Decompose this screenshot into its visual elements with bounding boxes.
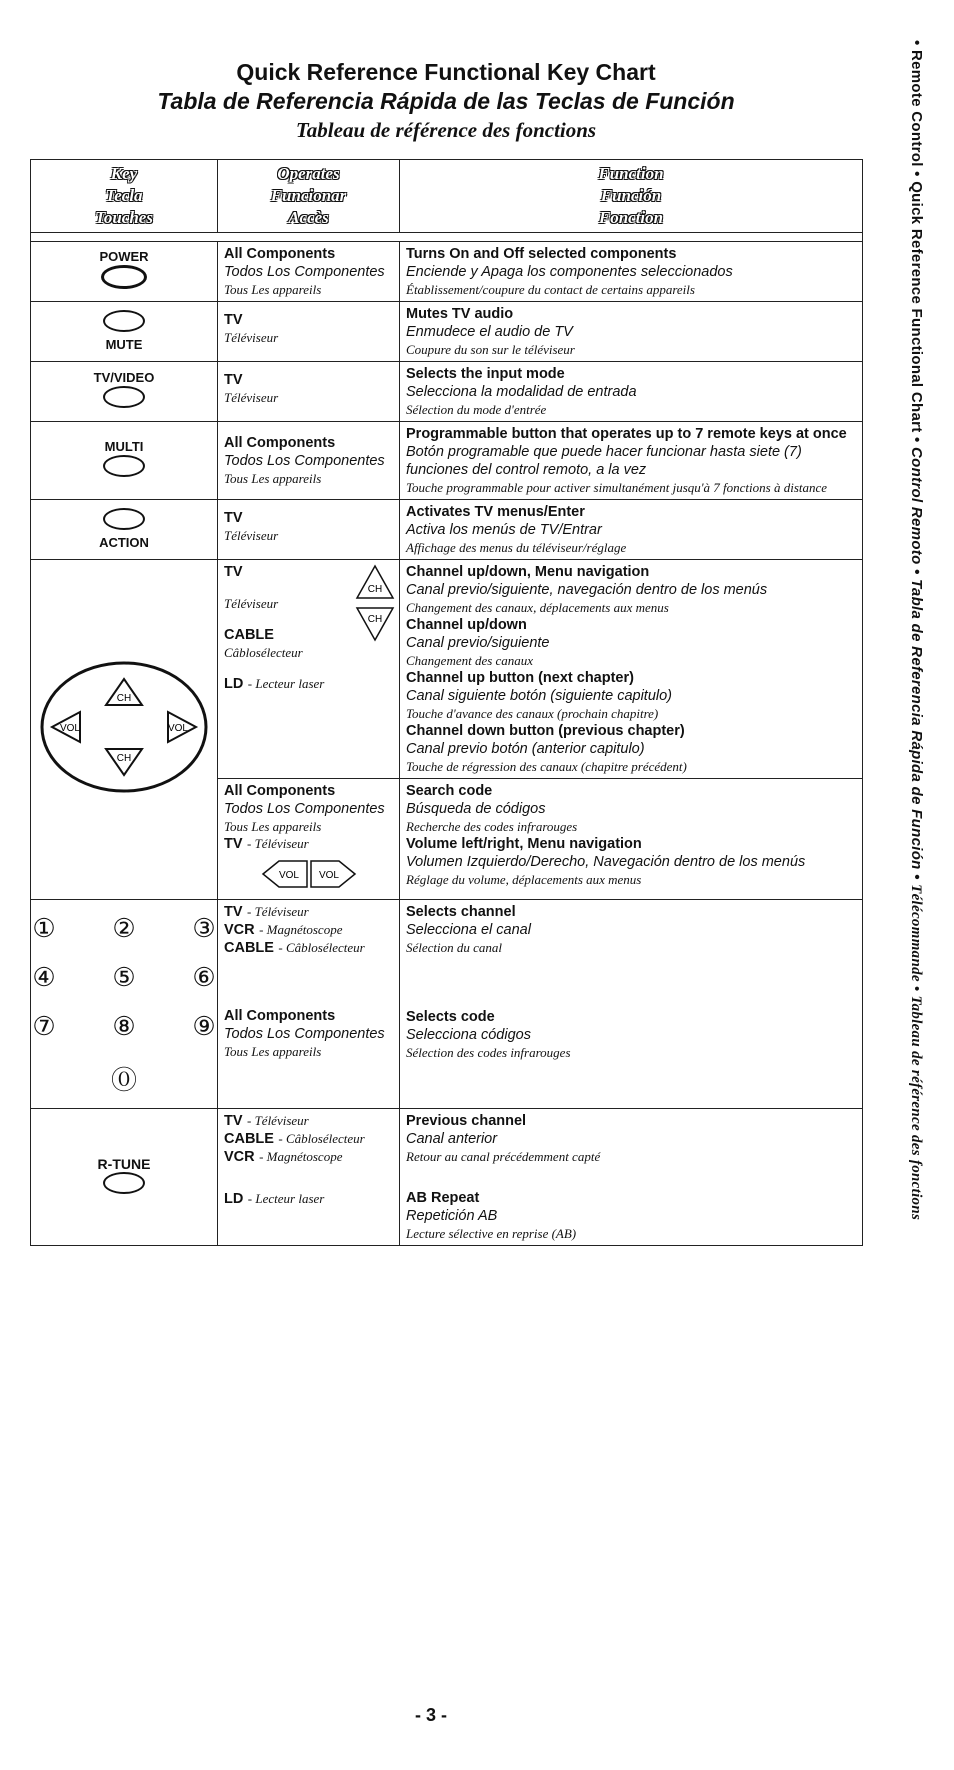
key-r-tune: R-TUNE bbox=[31, 1109, 218, 1246]
page-number: - 3 - bbox=[414, 1705, 447, 1725]
table-row bbox=[31, 362, 863, 422]
operates-cell: All Components Todos Los Componentes Tous Les appareils bbox=[218, 242, 400, 302]
mute-button-icon bbox=[103, 310, 145, 332]
operates-cell: TV Téléviseur bbox=[218, 302, 400, 362]
ch-vol-pad-icon bbox=[38, 657, 210, 797]
key-power: POWER bbox=[31, 242, 218, 302]
digit-2-icon: ② bbox=[112, 913, 136, 943]
table-row bbox=[31, 1109, 863, 1246]
digit-6-icon: ⑥ bbox=[192, 962, 216, 992]
operates-cell: TV Téléviseur bbox=[218, 362, 400, 422]
header-function: Function Función Fonction bbox=[400, 160, 863, 233]
table-row bbox=[31, 560, 863, 779]
digit-8-icon: ⑧ bbox=[112, 1011, 136, 1041]
multi-button-icon bbox=[103, 455, 145, 477]
table-row bbox=[31, 422, 863, 500]
title-english: Quick Reference Functional Key Chart bbox=[236, 59, 656, 85]
key-mute: MUTE bbox=[31, 302, 218, 362]
ch-up-label: CH bbox=[116, 693, 132, 704]
key-action: ACTION bbox=[31, 500, 218, 560]
table-row bbox=[31, 302, 863, 362]
operates-cell: TV - Téléviseur VCR - Magnétoscope CABLE - Câblosélecteur All Components Todos Los Componentes Tous Les appareils bbox=[218, 900, 400, 1109]
key-chart-table bbox=[30, 159, 863, 1246]
function-cell: Mutes TV audio Enmudece el audio de TV Coupure du son sur le téléviseur bbox=[400, 302, 863, 362]
operates-cell: TV Téléviseur bbox=[218, 500, 400, 560]
function-cell: Channel up/down, Menu navigation Canal previo/siguiente, navegación dentro de los menús Changement des canaux, déplacements aux menus Channel up/down Canal previo/siguiente Changement des canaux Channel up button (next chapter) Canal siguiente botón (siguiente capitulo) Touche d'avance des canaux (prochain chapitre) Channel down button (previous chapter) Canal previo botón (anterior capitulo) Touche de régression des canaux (chapitre précédent) bbox=[400, 560, 863, 779]
svg-text:CH: CH bbox=[367, 584, 383, 595]
header-row bbox=[31, 160, 863, 233]
function-cell: Previous channel Canal anterior Retour au canal précédemment capté AB Repeat Repetición AB Lecture sélective en reprise (AB) bbox=[400, 1109, 863, 1246]
page-title-block bbox=[30, 58, 862, 144]
side-section-label: • Remote Control • Quick Reference Functional Chart • Control Remoto • Tabla de Referencia Rápida de Función • Télécommande • Tableau de référence des fonctions bbox=[908, 40, 925, 1221]
ch-down-icon bbox=[355, 604, 395, 642]
table-row bbox=[31, 500, 863, 560]
title-french: Tableau de référence des fonctions bbox=[295, 118, 597, 142]
vol-right-label: VOL bbox=[167, 723, 189, 734]
key-multi: MULTI bbox=[31, 422, 218, 500]
tv-video-button-icon bbox=[103, 386, 145, 408]
action-button-icon bbox=[103, 508, 145, 530]
function-cell: Activates TV menus/Enter Activa los menús de TV/Entrar Affichage des menus du téléviseur/réglage bbox=[400, 500, 863, 560]
svg-text:CH: CH bbox=[367, 614, 383, 625]
key-ch-vol-pad bbox=[31, 560, 218, 900]
operates-cell: All Components Todos Los Componentes Tous Les appareils bbox=[218, 422, 400, 500]
svg-text:VOL: VOL bbox=[278, 870, 299, 881]
operates-cell: TV - Téléviseur CABLE - Câblosélecteur VCR - Magnétoscope LD - Lecteur laser bbox=[218, 1109, 400, 1246]
header-operates: Operates Funcionar Accès bbox=[218, 160, 400, 233]
vol-left-label: VOL bbox=[59, 723, 81, 734]
key-number-pad bbox=[31, 900, 218, 1109]
title-spanish: Tabla de Referencia Rápida de las Teclas de Función bbox=[157, 88, 735, 114]
function-cell: Programmable button that operates up to 7 remote keys at once Botón programable que puede hacer funcionar hasta siete (7) funciones del control remoto, a la vez Touche programmable pour activer simultanément jusqu'à 7 fonctions à distance bbox=[400, 422, 863, 500]
function-cell: Selects channel Selecciona el canal Sélection du canal Selects code Selecciona códigos Sélection des codes infrarouges bbox=[400, 900, 863, 1109]
table-row bbox=[31, 900, 863, 1109]
digit-3-icon: ③ bbox=[192, 913, 216, 943]
operates-cell: All Components Todos Los Componentes Tous Les appareils TV - Téléviseur VOL VOL bbox=[218, 779, 400, 900]
key-tv-video: TV/VIDEO bbox=[31, 362, 218, 422]
svg-text:VOL: VOL bbox=[318, 870, 339, 881]
function-cell: Selects the input mode Selecciona la modalidad de entrada Sélection du mode d'entrée bbox=[400, 362, 863, 422]
r-tune-button-icon bbox=[103, 1172, 145, 1194]
digit-1-icon: ① bbox=[32, 913, 56, 943]
operates-cell: TV CH CH Téléviseur CABLE Câblosélecteur LD - Lecteur laser bbox=[218, 560, 400, 779]
digit-7-icon: ⑦ bbox=[32, 1011, 56, 1041]
ch-up-icon bbox=[355, 564, 395, 602]
function-cell: Search code Búsqueda de códigos Recherche des codes infrarouges Volume left/right, Menu navigation Volumen Izquierdo/Derecho, Navegación dentro de los menús Réglage du volume, déplacements aux menus bbox=[400, 779, 863, 900]
digit-9-icon: ⑨ bbox=[192, 1011, 216, 1041]
digit-5-icon: ⑤ bbox=[112, 962, 136, 992]
vol-buttons-icon bbox=[259, 857, 359, 891]
digit-4-icon: ④ bbox=[32, 962, 56, 992]
digit-0-icon: ⓪ bbox=[110, 1065, 137, 1095]
table-row bbox=[31, 242, 863, 302]
header-key: Key Tecla Touches bbox=[31, 160, 218, 233]
power-button-icon bbox=[101, 265, 147, 289]
ch-down-label: CH bbox=[116, 753, 132, 764]
function-cell: Turns On and Off selected components Enciende y Apaga los componentes seleccionados Établissement/coupure du contact de certains appareils bbox=[400, 242, 863, 302]
